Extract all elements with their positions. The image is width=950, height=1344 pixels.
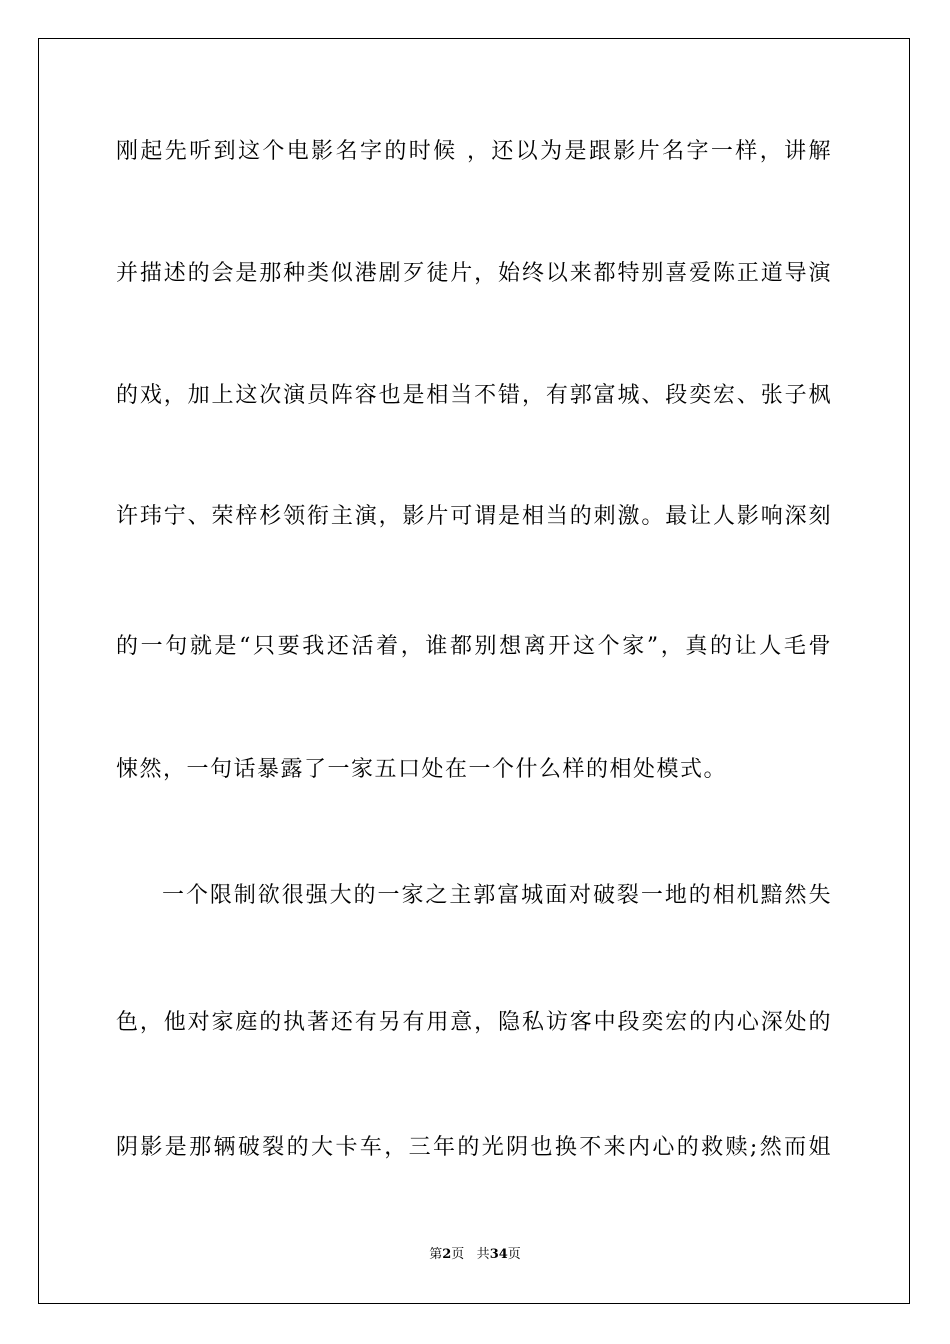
total-page-count: 34 <box>489 1247 508 1262</box>
text-line-8: 色，他对家庭的执著还有另有用意，隐私访客中段奕宏的内心深处的 <box>116 1010 832 1035</box>
total-suffix: 页 <box>507 1247 521 1262</box>
page-prefix: 第 <box>429 1247 443 1262</box>
text-line-6: 悚然，一句话暴露了一家五口处在一个什么样的相处模式。 <box>116 757 728 782</box>
text-line-4: 许玮宁、荣梓杉领衔主演，影片可谓是相当的刺激。最让人影响深刻 <box>116 504 832 529</box>
text-line-7: 一个限制欲很强大的一家之主郭富城面对破裂一地的相机黯然失 <box>162 883 832 908</box>
text-line-2: 并描述的会是那种类似港剧歹徒片，始终以来都特别喜爱陈正道导演 <box>116 261 832 286</box>
page-suffix: 页 <box>451 1247 465 1262</box>
current-page-number: 2 <box>442 1247 452 1262</box>
text-line-3: 的戏，加上这次演员阵容也是相当不错，有郭富城、段奕宏、张子枫 <box>116 383 832 408</box>
text-line-9: 阴影是那辆破裂的大卡车，三年的光阴也换不来内心的救赎;然而姐 <box>116 1135 832 1160</box>
total-prefix: 共 <box>476 1247 490 1262</box>
text-line-1: 刚起先听到这个电影名字的时候 ，还以为是跟影片名字一样，讲解 <box>116 139 832 164</box>
page-border <box>38 38 910 1304</box>
page-footer <box>0 1246 950 1264</box>
text-line-5: 的一句就是“只要我还活着，谁都别想离开这个家”，真的让人毛骨 <box>116 634 832 659</box>
